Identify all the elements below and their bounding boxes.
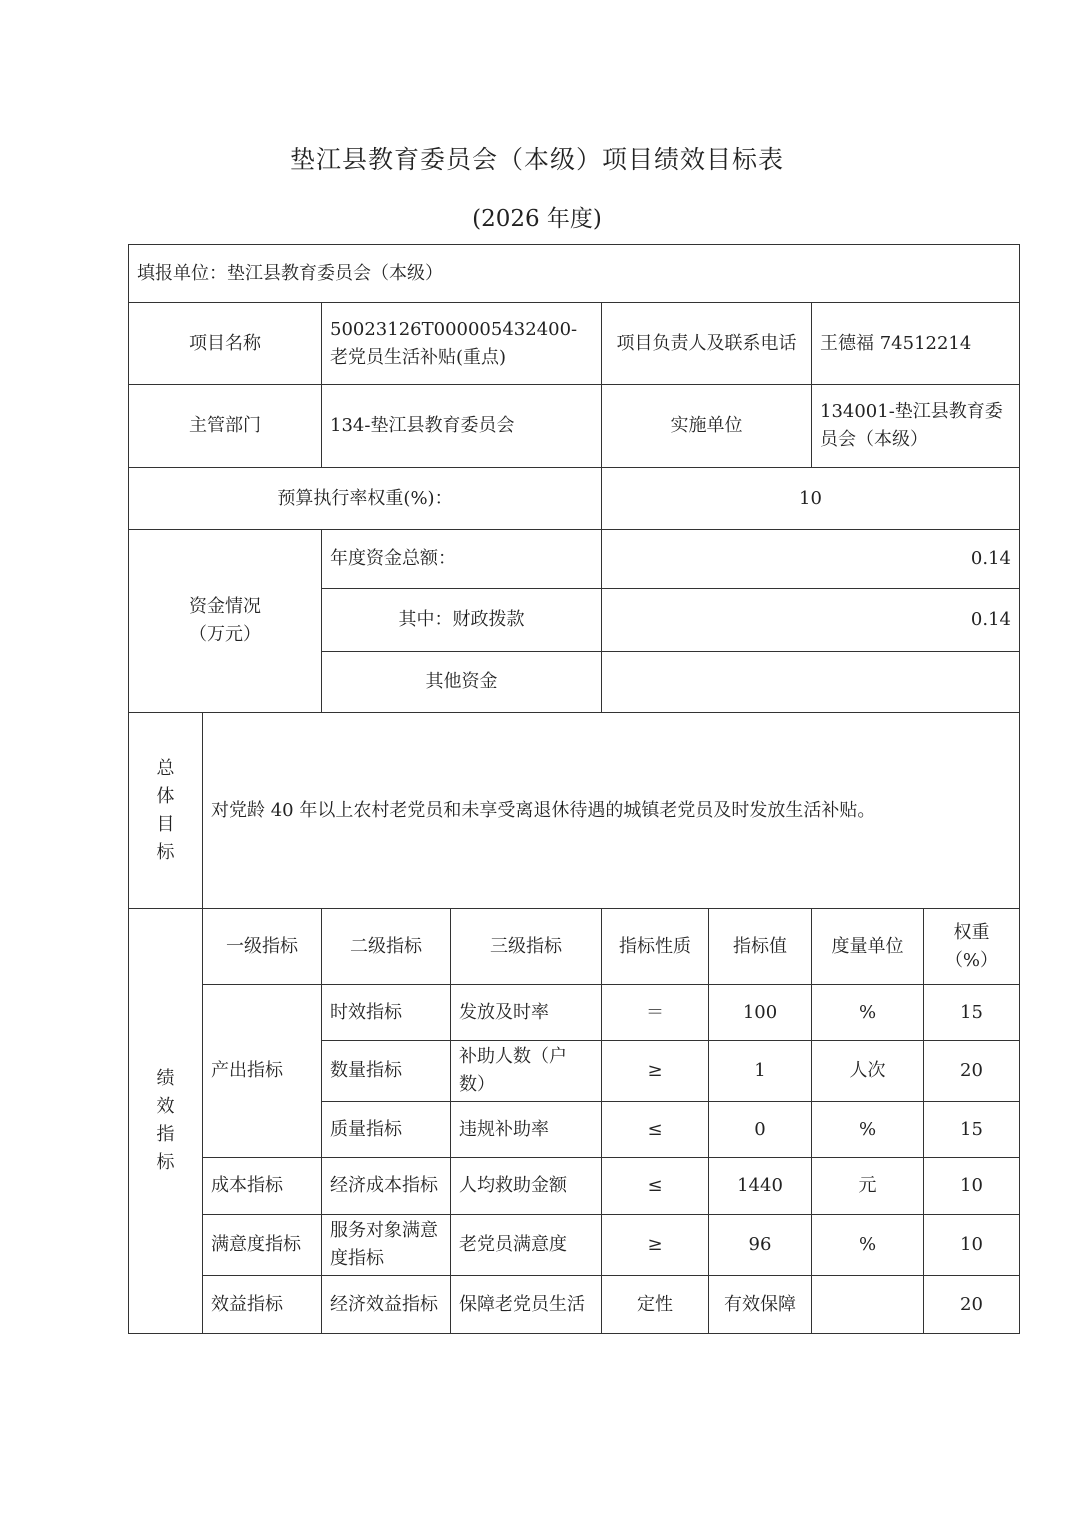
level3-cell: 发放及时率: [451, 985, 602, 1041]
funds-fiscal-label: 其中：财政拨款: [322, 589, 602, 652]
impl-unit-label: 实施单位: [602, 385, 812, 468]
level1-cell: 满意度指标: [203, 1215, 322, 1276]
project-row: [129, 303, 1020, 385]
performance-target-table: [128, 244, 1020, 1334]
indicators-label: 绩 效 指 标: [129, 909, 203, 1334]
dept-row: [129, 385, 1020, 468]
unit-cell: %: [812, 1102, 924, 1158]
goal-row: [129, 713, 1020, 909]
level3-cell: 保障老党员生活: [451, 1276, 602, 1334]
header-level3: 三级指标: [451, 909, 602, 985]
filing-unit-value: 垫江县教育委员会（本级）: [227, 262, 443, 284]
weight-cell: 15: [924, 1102, 1020, 1158]
funds-label-line1: 资金情况: [189, 596, 261, 617]
impl-unit-value: 134001-垫江县教育委员会（本级）: [812, 385, 1020, 468]
filing-unit-cell: [129, 245, 1020, 303]
unit-cell: 元: [812, 1158, 924, 1215]
funds-total-label: 年度资金总额：: [322, 530, 602, 589]
contact-label: 项目负责人及联系电话: [602, 303, 812, 385]
funds-label-line2: （万元）: [189, 624, 261, 645]
weight-cell: 20: [924, 1041, 1020, 1102]
dept-value: 134-垫江县教育委员会: [322, 385, 602, 468]
header-nature: 指标性质: [602, 909, 709, 985]
budget-rate-label: 预算执行率权重(%)：: [129, 468, 602, 530]
funds-other-label: 其他资金: [322, 652, 602, 713]
budget-row: [129, 468, 1020, 530]
dept-label: 主管部门: [129, 385, 322, 468]
level2-cell: 数量指标: [322, 1041, 451, 1102]
goal-label: 总 体 目 标: [129, 713, 203, 909]
page-subtitle: (2026 年度): [472, 206, 602, 232]
level2-cell: 时效指标: [322, 985, 451, 1041]
page-title: 垫江县教育委员会（本级）项目绩效目标表: [289, 145, 784, 174]
header-value: 指标值: [709, 909, 812, 985]
level3-cell: 人均救助金额: [451, 1158, 602, 1215]
level3-cell: 补助人数（户数）: [451, 1041, 602, 1102]
unit-cell: %: [812, 985, 924, 1041]
nature-cell: ≥: [602, 1215, 709, 1276]
table-row: [129, 1158, 1020, 1215]
funds-total-row: [129, 530, 1020, 589]
weight-cell: 15: [924, 985, 1020, 1041]
funds-total-value: 0.14: [602, 530, 1020, 589]
value-cell: 有效保障: [709, 1276, 812, 1334]
budget-rate-value: 10: [602, 468, 1020, 530]
level2-cell: 服务对象满意度指标: [322, 1215, 451, 1276]
level1-cell: 产出指标: [203, 985, 322, 1158]
funds-fiscal-value: 0.14: [602, 589, 1020, 652]
value-cell: 1: [709, 1041, 812, 1102]
level3-cell: 违规补助率: [451, 1102, 602, 1158]
nature-cell: ≤: [602, 1158, 709, 1215]
project-name-value: 50023126T000005432400-老党员生活补贴(重点): [322, 303, 602, 385]
level1-cell: 效益指标: [203, 1276, 322, 1334]
value-cell: 96: [709, 1215, 812, 1276]
funds-other-value: [602, 652, 1020, 713]
nature-cell: ≤: [602, 1102, 709, 1158]
level1-cell: 成本指标: [203, 1158, 322, 1215]
unit-cell: %: [812, 1215, 924, 1276]
level2-cell: 质量指标: [322, 1102, 451, 1158]
nature-cell: ≥: [602, 1041, 709, 1102]
nature-cell: 定性: [602, 1276, 709, 1334]
project-name-label: 项目名称: [129, 303, 322, 385]
unit-cell: 人次: [812, 1041, 924, 1102]
header-unit: 度量单位: [812, 909, 924, 985]
level2-cell: 经济效益指标: [322, 1276, 451, 1334]
unit-cell: [812, 1276, 924, 1334]
table-row: [129, 985, 1020, 1041]
filing-unit-label: 填报单位：: [137, 262, 227, 284]
level2-cell: 经济成本指标: [322, 1158, 451, 1215]
contact-value: 王德福 74512214: [812, 303, 1020, 385]
table-row: [129, 1276, 1020, 1334]
funds-label: [129, 530, 322, 713]
header-level2: 二级指标: [322, 909, 451, 985]
weight-cell: 20: [924, 1276, 1020, 1334]
indicator-header-row: [129, 909, 1020, 985]
header-level1: 一级指标: [203, 909, 322, 985]
value-cell: 0: [709, 1102, 812, 1158]
value-cell: 1440: [709, 1158, 812, 1215]
weight-cell: 10: [924, 1215, 1020, 1276]
value-cell: 100: [709, 985, 812, 1041]
nature-cell: ＝: [602, 985, 709, 1041]
weight-cell: 10: [924, 1158, 1020, 1215]
table-row: [129, 1215, 1020, 1276]
goal-text: 对党龄 40 年以上农村老党员和未享受离退休待遇的城镇老党员及时发放生活补贴。: [203, 713, 1020, 909]
filing-row: [129, 245, 1020, 303]
level3-cell: 老党员满意度: [451, 1215, 602, 1276]
header-weight: 权重（%）: [924, 909, 1020, 985]
